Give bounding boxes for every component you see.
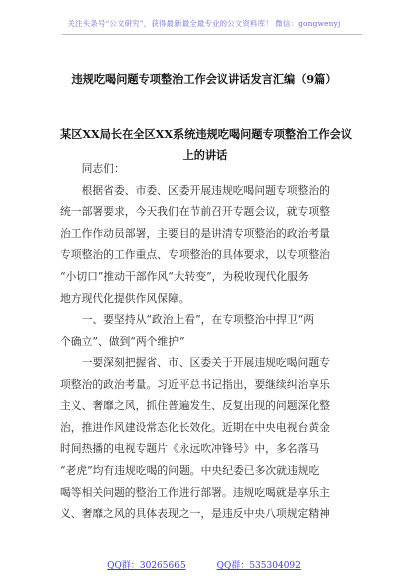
paragraph-line: 个确立”、做到“两个维护” [60, 334, 185, 348]
paragraph-line: 喝等相关问题的整治工作进行部署。违规吃喝就是享乐主 [60, 485, 330, 499]
paragraph-line: 义、奢靡之风的具体表现之一，是违反中央八项规定精神 [60, 507, 330, 521]
paragraph-line: 治，推进作风建设常态化长效化。近期在中央电视台黄金 [60, 420, 330, 434]
footer-qq-groups [0, 558, 408, 571]
paragraph-1 [60, 180, 356, 310]
qq-group-link-1[interactable]: QQ群：30265665 [107, 561, 186, 571]
paragraph-line: 治工作作动员部署，主要目的是讲清专项整治的政治考量 [60, 226, 330, 240]
paragraph-line: 项整治的政治考量。习近平总书记指出，要继续纠治享乐 [60, 377, 330, 391]
paragraph-line: 统一部署要求，今天我们在节前召开专题会议，就专项整 [60, 205, 330, 219]
header-note: 关注头条号“公文研究”，获得最新最全最专业的公文资料库！ 微信：gongwenyj [67, 19, 341, 28]
section-title-line: 上的讲话 [182, 148, 228, 162]
paragraph-line: 专项整治的工作重点、专项整治的具体要求，以专项整治 [60, 248, 330, 262]
paragraph-line: 时间热播的电视专题片《永远吹冲锋号》中，多名落马 [60, 442, 320, 456]
paragraph-line: 主义、奢靡之风，抓住普遍发生、反复出现的问题深化整 [60, 399, 330, 413]
paragraph-line: 根据省委、市委、区委开展违规吃喝问题专项整治的 [81, 183, 330, 197]
header-divider [62, 34, 362, 35]
paragraph-line: “小切口”推动干部作风“大转变”，为税收现代化服务 [60, 269, 309, 283]
paragraph-3 [60, 352, 356, 525]
paragraph-line: “老虎”均有违规吃喝的问题。中央纪委已多次就违规吃 [60, 463, 320, 477]
document-title: 违规吃喝问题专项整治工作会议讲话发言汇编（9篇） [71, 72, 337, 86]
paragraph-2-heading [60, 309, 356, 352]
qq-group-link-2[interactable]: QQ群：535304092 [216, 561, 301, 571]
section-title-line: 某区XX局长在全区XX系统违规吃喝问题专项整治工作会议 [60, 127, 353, 141]
paragraph-line: 一要深刻把握省、市、区委关于开展违规吃喝问题专 [81, 356, 330, 369]
paragraph-line: 一、要坚持从“政治上看”，在专项整治中捍卫“两 [81, 313, 315, 326]
greeting-line: 同志们： [81, 162, 125, 175]
paragraph-line: 地方现代化提供作风保障。 [60, 291, 190, 305]
greeting [60, 158, 356, 180]
